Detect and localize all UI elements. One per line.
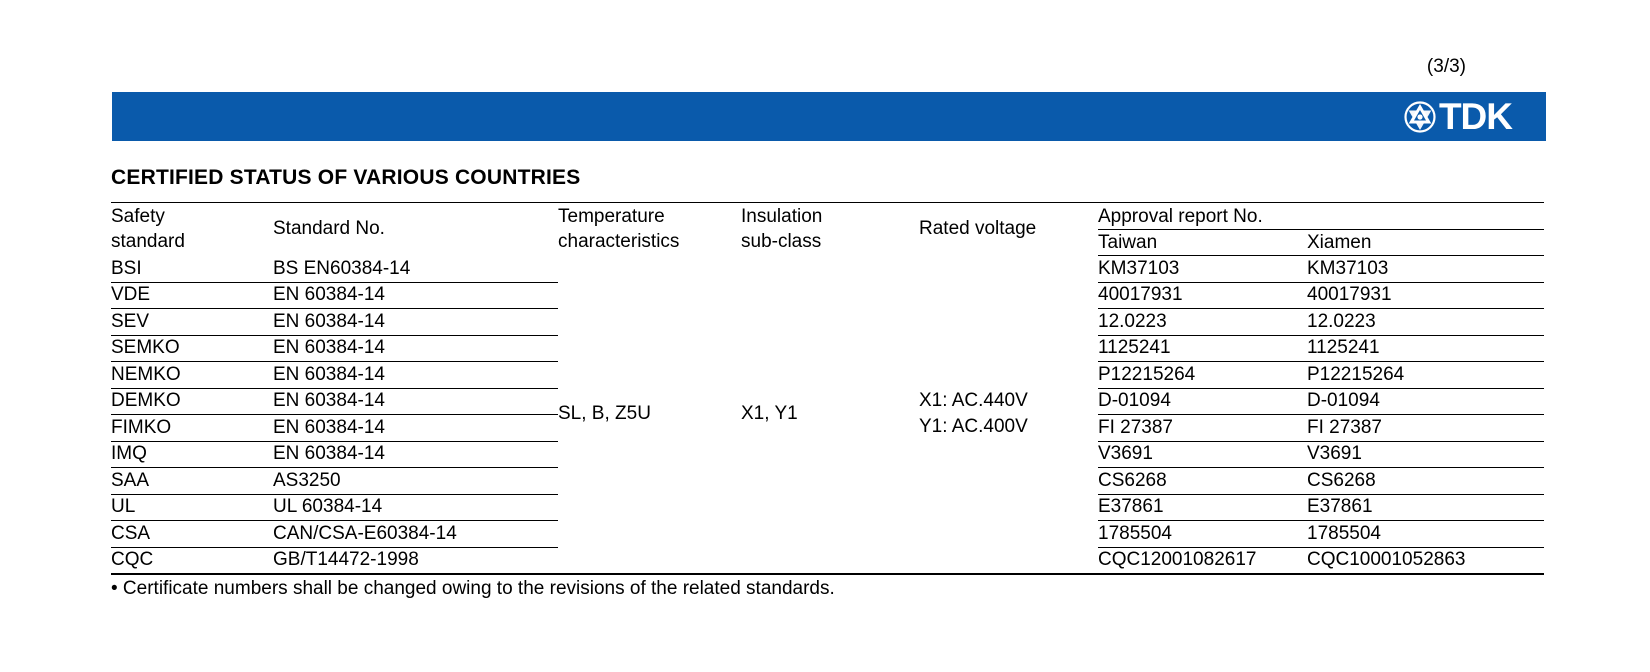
xiamen-report-cell: CS6268 [1307,468,1544,495]
standard-no-cell: EN 60384-14 [273,362,558,389]
xiamen-report-cell: 1785504 [1307,521,1544,548]
header-temperature-line1: Temperature [558,206,665,228]
header-safety-standard-line1: Safety [111,206,165,228]
header-safety-standard [111,203,273,256]
xiamen-report-cell: D-01094 [1307,388,1544,415]
safety-standard-cell: BSI [111,256,273,283]
taiwan-report-cell: V3691 [1098,441,1307,468]
taiwan-report-cell: FI 27387 [1098,415,1307,442]
taiwan-report-cell: CQC12001082617 [1098,547,1307,574]
taiwan-report-cell: E37861 [1098,494,1307,521]
standard-no-cell: EN 60384-14 [273,309,558,336]
standard-no-cell: BS EN60384-14 [273,256,558,283]
standard-no-cell: AS3250 [273,468,558,495]
tdk-logo-text: TDK [1438,96,1512,137]
xiamen-report-cell: V3691 [1307,441,1544,468]
safety-standard-cell: CQC [111,547,273,574]
standard-no-cell: EN 60384-14 [273,441,558,468]
header-insulation-line1: Insulation [741,206,823,228]
standard-no-cell: UL 60384-14 [273,494,558,521]
taiwan-report-cell: P12215264 [1098,362,1307,389]
certification-table-wrapper [111,202,1544,575]
standard-no-cell: EN 60384-14 [273,415,558,442]
xiamen-report-cell: CQC10001052863 [1307,547,1544,574]
rated-voltage-cell [919,256,1098,575]
header-standard-no: Standard No. [273,203,558,256]
page-number: (3/3) [1426,56,1466,77]
safety-standard-cell: SEMKO [111,335,273,362]
tdk-logo [1404,98,1512,135]
standard-no-cell: EN 60384-14 [273,335,558,362]
safety-standard-cell: CSA [111,521,273,548]
safety-standard-cell: SEV [111,309,273,336]
taiwan-report-cell: 12.0223 [1098,309,1307,336]
temperature-cell: SL, B, Z5U [558,256,741,575]
taiwan-report-cell: 40017931 [1098,282,1307,309]
standard-no-cell: CAN/CSA-E60384-14 [273,521,558,548]
safety-standard-cell: FIMKO [111,415,273,442]
xiamen-report-cell: 40017931 [1307,282,1544,309]
standard-no-cell: GB/T14472-1998 [273,547,558,574]
safety-standard-cell: VDE [111,282,273,309]
standard-no-cell: EN 60384-14 [273,388,558,415]
taiwan-report-cell: KM37103 [1098,256,1307,283]
xiamen-report-cell: KM37103 [1307,256,1544,283]
safety-standard-cell: DEMKO [111,388,273,415]
section-title: CERTIFIED STATUS OF VARIOUS COUNTRIES [111,166,581,189]
safety-standard-cell: NEMKO [111,362,273,389]
taiwan-report-cell: 1785504 [1098,521,1307,548]
taiwan-report-cell: D-01094 [1098,388,1307,415]
safety-standard-cell: IMQ [111,441,273,468]
safety-standard-cell: UL [111,494,273,521]
xiamen-report-cell: E37861 [1307,494,1544,521]
standard-no-cell: EN 60384-14 [273,282,558,309]
table-row [111,256,1544,283]
header-taiwan: Taiwan [1098,230,1307,256]
tdk-emblem-icon [1404,101,1436,133]
header-rated-voltage: Rated voltage [919,203,1098,256]
insulation-cell: X1, Y1 [741,256,919,575]
xiamen-report-cell: FI 27387 [1307,415,1544,442]
rated-voltage-y1: Y1: AC.400V [919,416,1028,438]
taiwan-report-cell: CS6268 [1098,468,1307,495]
safety-standard-cell: SAA [111,468,273,495]
header-approval-report: Approval report No. [1098,203,1544,230]
xiamen-report-cell: P12215264 [1307,362,1544,389]
header-temperature-line2: characteristics [558,231,680,253]
footnote: • Certificate numbers shall be changed owing to the revisions of the related standards. [111,578,835,599]
xiamen-report-cell: 1125241 [1307,335,1544,362]
xiamen-report-cell: 12.0223 [1307,309,1544,336]
brand-header-bar [112,92,1546,141]
header-temperature [558,203,741,256]
header-insulation-line2: sub-class [741,231,822,253]
taiwan-report-cell: 1125241 [1098,335,1307,362]
header-xiamen: Xiamen [1307,230,1544,256]
header-insulation [741,203,919,256]
header-safety-standard-line2: standard [111,231,185,253]
rated-voltage-x1: X1: AC.440V [919,390,1028,412]
certification-table [111,202,1544,575]
